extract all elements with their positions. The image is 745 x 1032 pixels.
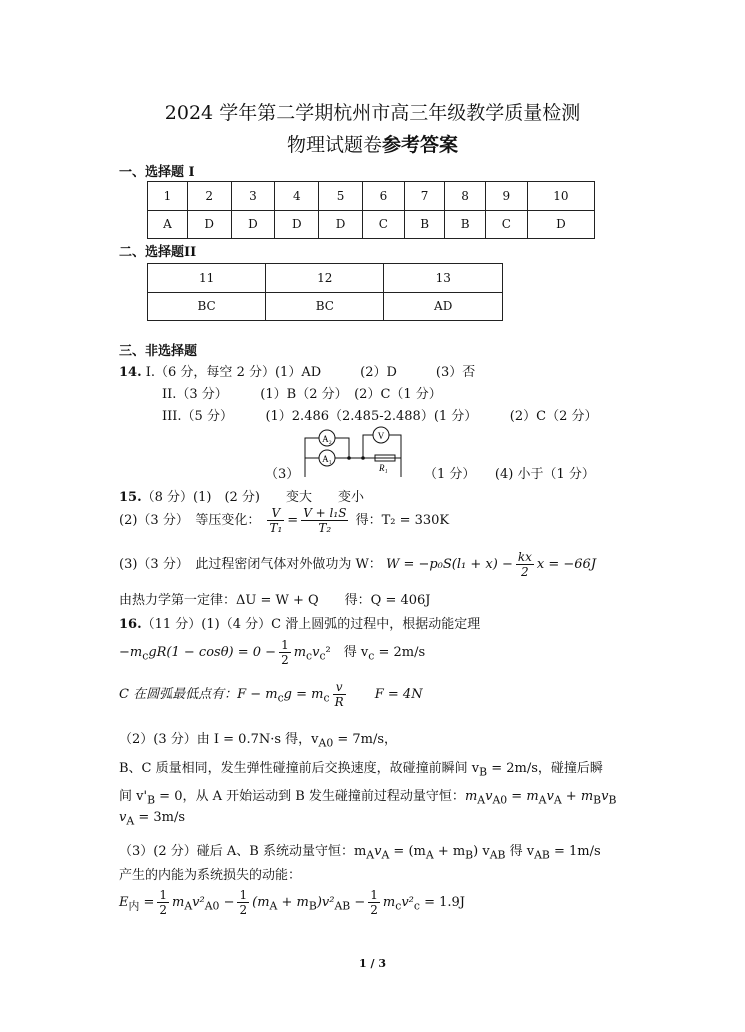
page-number: 1 / 3 [359, 957, 386, 970]
t1n-cell: 1 [148, 182, 188, 211]
fraction-v-t1: $\frac{V}{\text{T₁}}$ [269, 506, 283, 535]
q16-line3: C 在圆弧最低点有：$F - m_cg = m_c$ $\frac{v}{R}$ F = 4N [119, 680, 423, 709]
answer-table-1-answers [148, 210, 595, 239]
fraction-half-2: $\frac{1}{2}$ [159, 888, 167, 917]
answer-table-2-numbers [148, 264, 503, 293]
t1a-cell: C [362, 210, 404, 239]
answer-table-1 [147, 181, 595, 239]
q16-line1: 16.（11 分）(1)（4 分）C 滑上圆弧的过程中，根据动能定理 [119, 617, 481, 632]
t1n-cell: 10 [527, 182, 594, 211]
t1a-cell: B [445, 210, 485, 239]
subtitle-normal: 物理试题卷 [286, 134, 382, 156]
answer-table-2-answers [148, 292, 503, 321]
t1a-cell: B [404, 210, 444, 239]
fraction-vc2-r: $\frac{v}{R}$ [334, 680, 344, 709]
q14-line4-left: （3） [265, 467, 300, 482]
t2a-cell: BC [148, 292, 266, 321]
t2n-cell: 11 [148, 264, 266, 293]
q14-line3: III.（5 分） (1）2.486（2.485-2.488）(1 分） (2）C（2 分） [162, 409, 598, 424]
t1n-cell: 2 [187, 182, 231, 211]
q16-line2: $-m_cgR(1 - \cos\theta) = 0$ − $\frac{1}{2}$ $m_cv_c^2$ 得 $v_c = 2m/s$ [119, 638, 426, 667]
t1n-cell: 4 [275, 182, 319, 211]
q14-line4-right: （1 分） (4) 小于（1 分） [424, 467, 595, 482]
t2a-cell: AD [384, 292, 503, 321]
t1a-cell: A [148, 210, 188, 239]
circuit-r1-label: R₁ [379, 463, 388, 473]
t1a-cell: C [485, 210, 527, 239]
q15-line2: (2)（3 分） 等压变化： $\frac{V}{\text{T₁}}$ = $\frac{\text{V + l₁S}}{\text{T₂}}$ 得：T₂ = 330K [119, 506, 450, 535]
circuit-a1-label: A₁ [322, 454, 332, 464]
answer-table-1-numbers [148, 182, 595, 211]
fraction-half-1: $\frac{1}{2}$ [281, 638, 289, 667]
circuit-diagram [297, 425, 415, 478]
q14-line2: II.（3 分） (1）B（2 分） (2）C（1 分） [162, 387, 442, 402]
section1-heading: 一、选择题 I [119, 165, 195, 180]
page-title: 2024 学年第二学期杭州市高三年级教学质量检测 [164, 102, 581, 124]
q16-line9: 产生的内能为系统损失的动能： [119, 868, 302, 883]
t2a-cell: BC [266, 292, 384, 321]
t1a-cell: D [275, 210, 319, 239]
answer-table-2 [147, 263, 503, 321]
section3-heading: 三、非选择题 [119, 344, 198, 359]
t1a-cell: D [527, 210, 594, 239]
q16-line7: $v_A = 3m/s$ [119, 810, 185, 828]
section2-heading: 二、选择题II [119, 245, 197, 260]
t2n-cell: 12 [266, 264, 384, 293]
circuit-a2-label: A₂ [322, 434, 332, 444]
q15-line4: 由热力学第一定律：ΔU = W + Q 得：Q = 406J [119, 593, 431, 608]
subtitle-bold: 参考答案 [382, 134, 459, 156]
t2n-cell: 13 [384, 264, 503, 293]
t1a-cell: D [187, 210, 231, 239]
t1n-cell: 9 [485, 182, 527, 211]
t1n-cell: 8 [445, 182, 485, 211]
q16-line8: （3）(2 分）碰后 A、B 系统动量守恒：$m_Av_A = (m_A + m_B)$ $v_{AB}$ 得 $v_{AB} = 1m/s$ [119, 844, 601, 862]
t1n-cell: 3 [231, 182, 275, 211]
t1n-cell: 7 [404, 182, 444, 211]
circuit-v-label: V [377, 431, 385, 441]
q16-line10: $E_内$ = $\frac{1}{2}$ $m_Av^2_{A0}$ − $\frac{1}{2}$ $(m_A + m_B)v^2_{AB}$ − $\frac{1}{2}$ $m_cv^2_c = 1.9J$ [119, 888, 466, 917]
q16-line4: （2）(3 分）由 I = 0.7N·s 得，$v_{A0} = 7m/s$， [119, 732, 398, 750]
q15-line1: 15.（8 分）(1) (2 分) 变大 变小 [119, 490, 364, 505]
q16-line6: 间 $v'_B = 0$，从 A 开始运动到 B 发生碰撞前过程动量守恒：$m_Av_{A0} = m_Av_A + m_Bv_B$ [119, 789, 617, 807]
fraction-v-t2: $\frac{\text{V + l₁S}}{\text{T₂}}$ [303, 506, 347, 535]
q14-line1: 14. I.（6 分，每空 2 分）(1）AD (2）D (3）否 [119, 365, 476, 380]
fraction-half-4: $\frac{1}{2}$ [370, 888, 378, 917]
fraction-half-3: $\frac{1}{2}$ [239, 888, 248, 917]
t1n-cell: 6 [362, 182, 404, 211]
t1a-cell: D [231, 210, 275, 239]
fraction-kx-2: $\frac{kx}{2}$ [517, 550, 532, 579]
t1n-cell: 5 [319, 182, 363, 211]
q15-line3: (3)（3 分） 此过程密闭气体对外做功为 W： W = −p₀S(l₁ + x) − $\frac{kx}{2}$ x = −66J [119, 550, 597, 579]
q16-line5: B、C 质量相同，发生弹性碰撞前后交换速度，故碰撞前瞬间 $v_B = 2m/s$，碰撞后瞬 [119, 761, 603, 779]
t1a-cell: D [319, 210, 363, 239]
page-subtitle [0, 130, 745, 157]
